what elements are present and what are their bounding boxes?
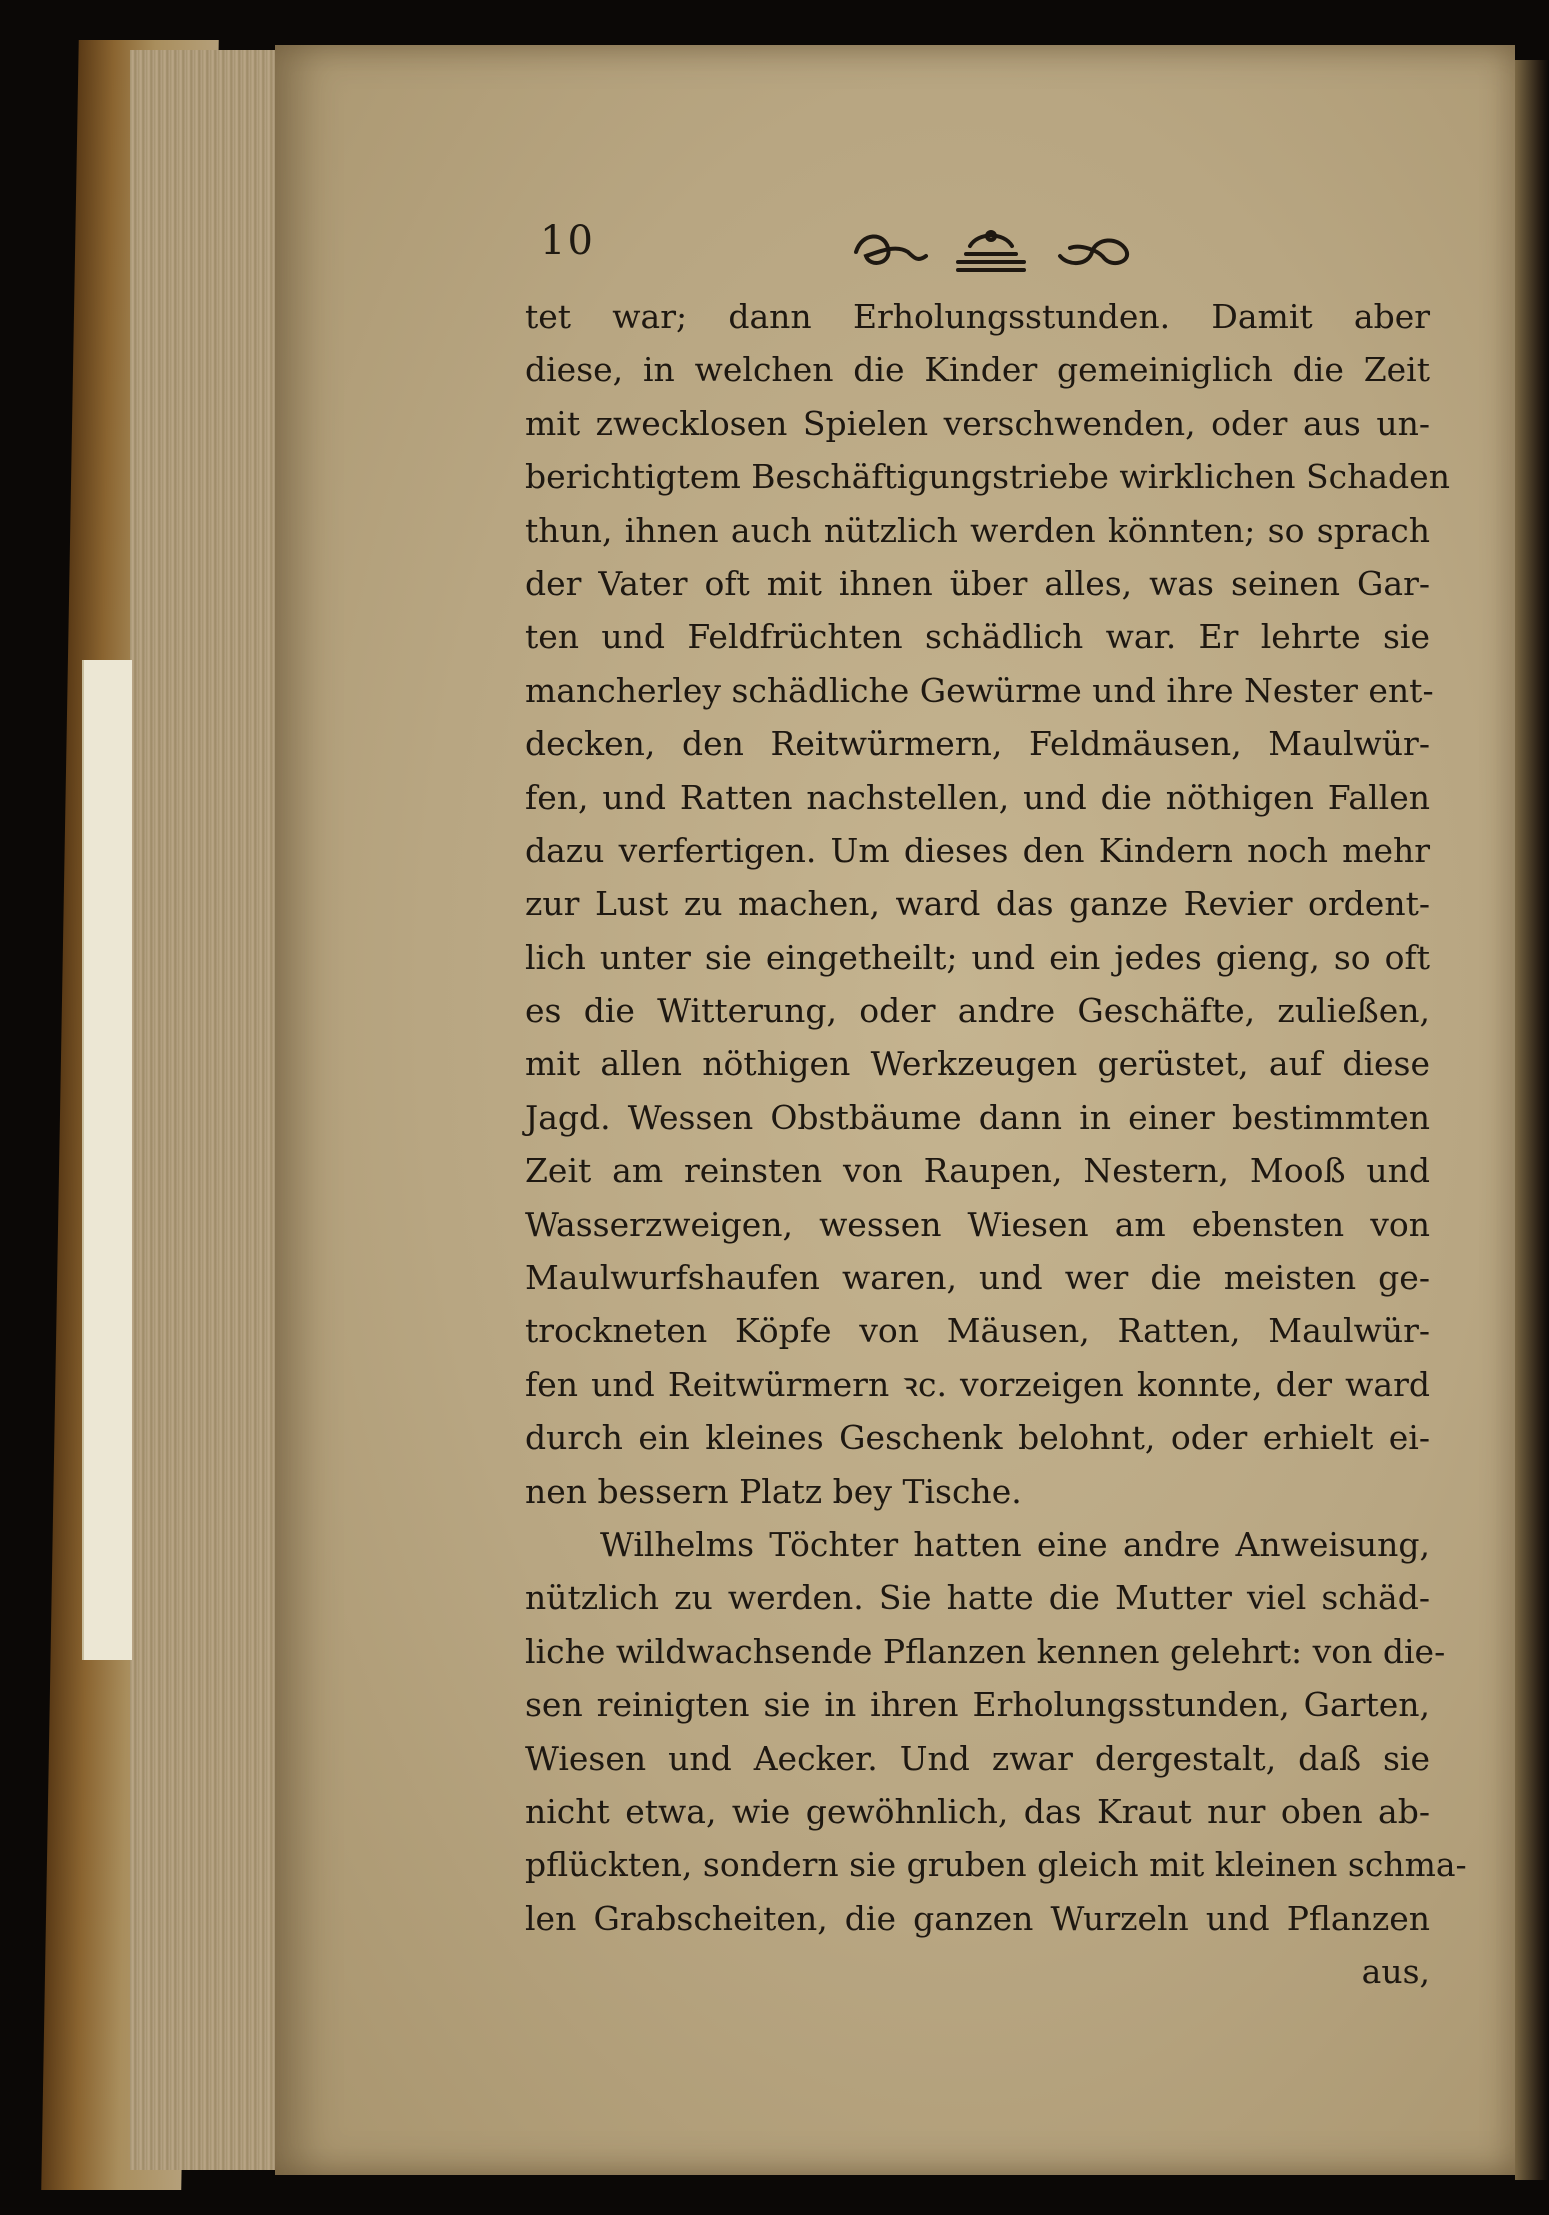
text-line: ten und Feldfrüchten schädlich war. Er lehrte sie	[525, 617, 1430, 657]
text-line: nicht etwa, wie gewöhnlich, das Kraut nur oben ab-	[525, 1791, 1430, 1831]
text-line: lich unter sie eingetheilt; und ein jedes gieng, so oft	[525, 937, 1430, 977]
paper-strip	[82, 660, 132, 1660]
body-text	[525, 290, 1467, 1999]
text-line: Wilhelms Töchter hatten eine andre Anweisung,	[600, 1524, 1430, 1564]
text-line: der Vater oft mit ihnen über alles, was seinen Gar-	[525, 563, 1430, 603]
catchword: aus,	[1361, 1952, 1430, 1992]
text-line: mit zwecklosen Spielen verschwenden, oder aus un-	[525, 403, 1430, 443]
page-stack-edge	[130, 50, 280, 2170]
text-line: Maulwurfshaufen waren, und wer die meisten ge-	[525, 1258, 1430, 1298]
text-line: trockneten Köpfe von Mäusen, Ratten, Maulwür-	[525, 1311, 1430, 1351]
text-line: fen, und Ratten nachstellen, und die nöthigen Fallen	[525, 777, 1430, 817]
text-line: len Grabscheiten, die ganzen Wurzeln und Pflanzen	[525, 1898, 1430, 1938]
text-line: zur Lust zu machen, ward das ganze Revier ordent-	[525, 884, 1430, 924]
text-line: pflückten, sondern sie gruben gleich mit kleinen schma-	[525, 1845, 1467, 1885]
text-line: liche wildwachsende Pflanzen kennen gelehrt: von die-	[525, 1631, 1446, 1671]
text-line: sen reinigten sie in ihren Erholungsstunden, Garten,	[525, 1685, 1430, 1725]
text-line: mancherley schädliche Gewürme und ihre Nester ent-	[525, 670, 1434, 710]
text-line: fen und Reitwürmern ꝛc. vorzeigen konnte, der ward	[525, 1364, 1430, 1404]
text-line: berichtigtem Beschäftigungstriebe wirklichen Schaden	[525, 457, 1450, 497]
text-line: dazu verfertigen. Um dieses den Kindern noch mehr	[525, 830, 1430, 870]
text-line: durch ein kleines Geschenk belohnt, oder erhielt ei-	[525, 1418, 1430, 1458]
text-line: nen bessern Platz bey Tische.	[525, 1471, 1022, 1511]
text-line: Jagd. Wessen Obstbäume dann in einer bestimmten	[525, 1097, 1430, 1137]
page-number: 10	[540, 218, 595, 264]
text-line: es die Witterung, oder andre Geschäfte, zuließen,	[525, 991, 1430, 1031]
header-ornament-icon	[848, 222, 1138, 276]
text-line: Wasserzweigen, wessen Wiesen am ebensten von	[525, 1204, 1430, 1244]
text-line: nützlich zu werden. Sie hatte die Mutter viel schäd-	[525, 1578, 1430, 1618]
text-line: mit allen nöthigen Werkzeugen gerüstet, auf diese	[525, 1044, 1430, 1084]
text-line: Wiesen und Aecker. Und zwar dergestalt, daß sie	[525, 1738, 1430, 1778]
text-line: tet war; dann Erholungsstunden. Damit aber	[525, 297, 1430, 336]
right-page-edge	[1515, 60, 1549, 2180]
text-line: Zeit am reinsten von Raupen, Nestern, Mooß und	[525, 1151, 1430, 1191]
text-line: diese, in welchen die Kinder gemeiniglich die Zeit	[525, 350, 1430, 390]
text-line: thun, ihnen auch nützlich werden könnten; so sprach	[525, 510, 1430, 550]
text-line: decken, den Reitwürmern, Feldmäusen, Maulwür-	[525, 724, 1430, 764]
